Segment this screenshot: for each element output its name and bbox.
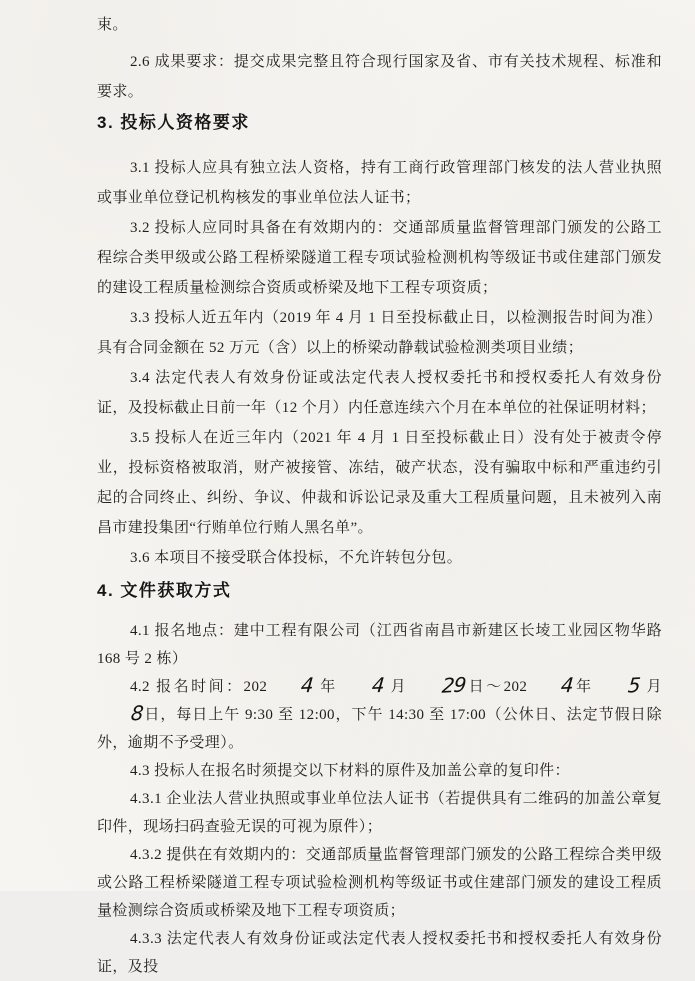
section-4-body [97, 617, 662, 981]
print-segment: 日～202 [466, 679, 528, 695]
paragraph-3-3: 3.3 投标人近五年内（2019 年 4 月 1 日至投标截止日，以检测报告时间为准）具有合同金额在 52 万元（含）以上的桥梁动静载试验检测类项目业绩； [97, 310, 662, 356]
paragraph-continuation: 束。 [97, 17, 128, 33]
handwritten-month-digit: 5 [626, 672, 641, 698]
print-segment: 月 [384, 679, 409, 695]
print-segment: 日，每日上午 9:30 至 12:00，下午 14:30 至 17:00（公休日、法定节假日除外，逾期不予受理）。 [97, 707, 662, 751]
paragraph-4-1: 4.1 报名地点：建中工程有限公司（江西省南昌市新建区长堎工业园区物华路 168 号 2 栋） [97, 623, 662, 667]
print-segment: 年 [574, 679, 594, 695]
handwritten-month-digit: 4 [370, 672, 385, 698]
paragraph-3-6: 3.6 本项目不接受联合体投标，不允许转包分包。 [130, 550, 463, 566]
paragraph-3-2: 3.2 投标人应同时具备在有效期内的：交通部质量监督管理部门颁发的公路工程综合类甲级或公路工程桥梁隧道工程专项试验检测机构等级证书或住建部门颁发的建设工程质量检测综合资质或桥梁及地下工程专项资质； [97, 220, 662, 296]
paragraph-3-5: 3.5 投标人在近三年内（2021 年 4 月 1 日至投标截止日）没有处于被责令停业，投标资格被取消，财产被接管、冻结，破产状态，没有骗取中标和严重违约引起的合同终止、纠纷、争议、仲裁和诉讼记录及重大工程质量问题，且未被列入南昌市建投集团“行贿单位行贿人黑名单”。 [97, 430, 662, 536]
paragraph-4-3-1: 4.3.1 企业法人营业执照或事业单位法人证书（若提供具有二维码的加盖公章复印件，现场扫码查验无误的可视为原件）； [97, 791, 662, 835]
print-segment: 月 [640, 679, 662, 695]
print-segment: 年 [313, 679, 338, 695]
paragraph-3-1: 3.1 投标人应具有独立法人资格，持有工商行政管理部门核发的法人营业执照或事业单位登记机构核发的事业单位法人证书； [97, 160, 662, 206]
paragraph-4-3-3: 4.3.3 法定代表人有效身份证或法定代表人授权委托书和授权委托人有效身份证，及投 [97, 931, 662, 975]
section-spacer [97, 573, 662, 575]
paragraph-4-2 [97, 673, 662, 757]
paragraph-2-6: 2.6 成果要求：提交成果完整且符合现行国家及省、市有关技术规程、标准和要求。 [97, 54, 662, 100]
handwritten-year-digit: 4 [560, 672, 575, 698]
section-4-heading: 4. 文件获取方式 [97, 581, 232, 600]
paragraph-4-3-2: 4.3.2 提供在有效期内的：交通部质量监督管理部门颁发的公路工程综合类甲级或公路工程桥梁隧道工程专项试验检测机构等级证书或住建部门颁发的建设工程质量检测综合资质或桥梁及地下工程专项资质； [97, 847, 662, 919]
section-3-heading: 3. 投标人资格要求 [97, 113, 250, 132]
paragraph-4-3: 4.3 投标人在报名时须提交以下材料的原件及加盖公章的复印件： [130, 763, 570, 779]
print-segment: 4.2 报名时间：202 [130, 679, 268, 695]
handwritten-day-digit: 8 [129, 700, 144, 726]
handwritten-day-digits: 29 [441, 672, 467, 698]
section-3-body [97, 153, 662, 573]
paragraph-3-4: 3.4 法定代表人有效身份证或法定代表人授权委托书和授权委托人有效身份证，及投标截止日前一年（12 个月）内任意连续六个月在本单位的社保证明材料； [97, 370, 662, 416]
handwritten-year-digit: 4 [300, 672, 315, 698]
